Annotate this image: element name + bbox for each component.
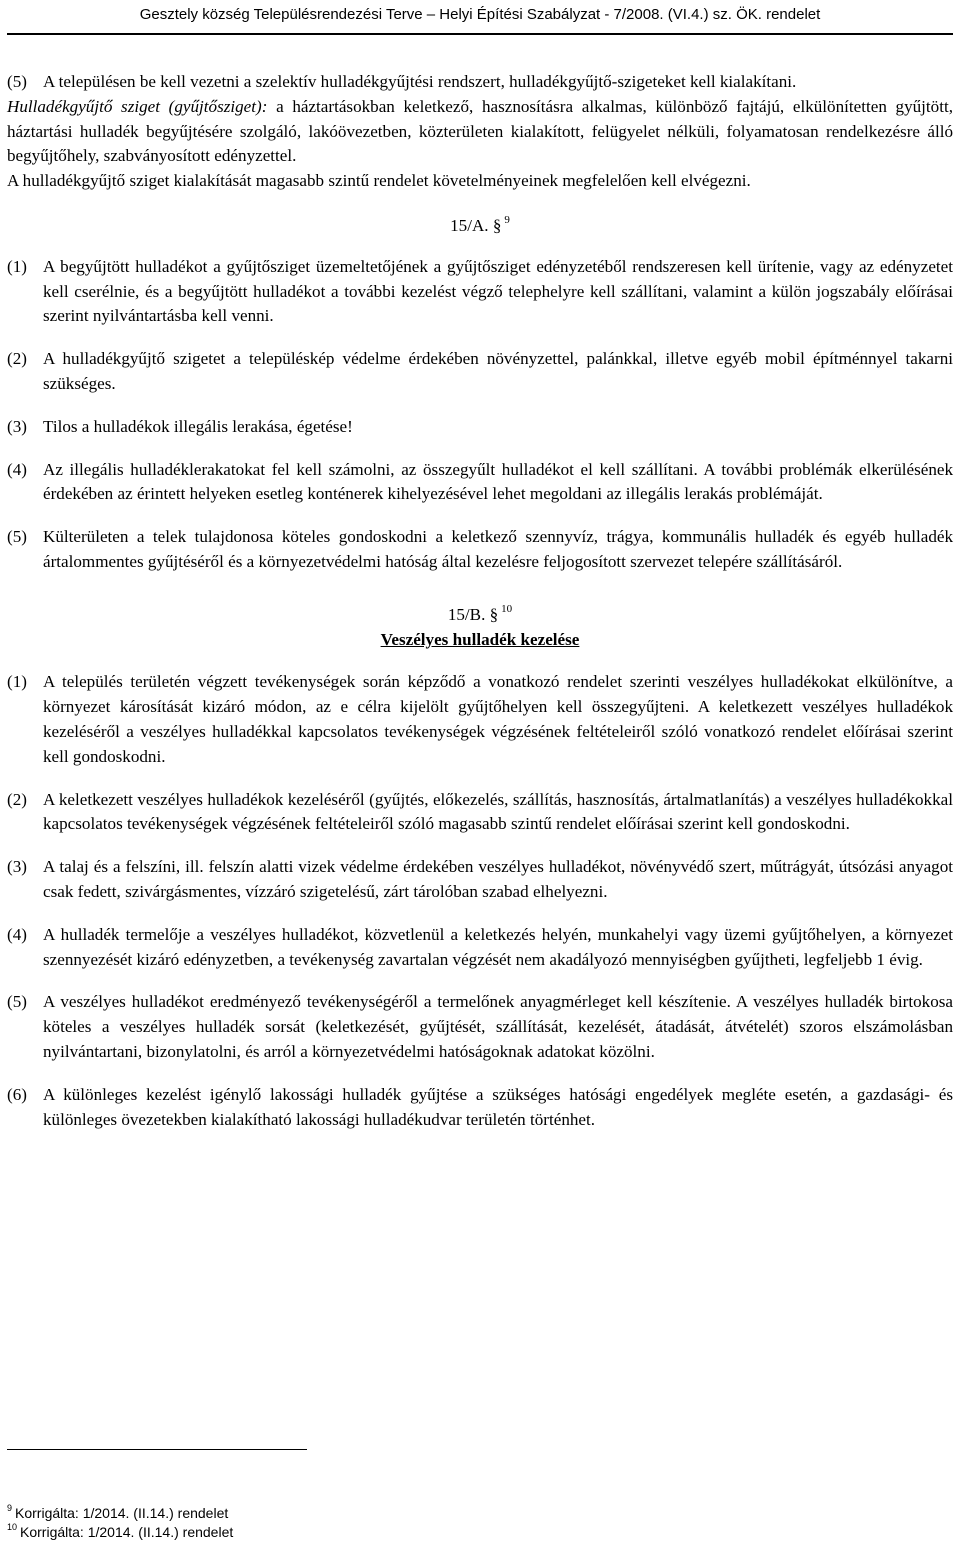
- paragraph-number: (5): [7, 992, 27, 1012]
- paragraph: [7, 458, 953, 508]
- paragraph-number: (3): [7, 857, 27, 877]
- paragraph-text: Külterületen a telek tulajdonosa köteles gondoskodni a keletkező szennyvíz, trágya, kommunális hulladék és egyéb hulladék ártalommentes gyűjtéséről és a környezetvédelmi hatóság által kezelésre feljogosított szervezet telepére szállításáról.: [43, 527, 953, 571]
- footnote-text: Korrigálta: 1/2014. (II.14.) rendelet: [20, 1524, 234, 1540]
- paragraph-number: (1): [7, 672, 27, 692]
- document-body: [7, 70, 953, 1132]
- section-number: 15/B. §: [447, 604, 499, 624]
- footnote-text: Korrigálta: 1/2014. (II.14.) rendelet: [15, 1505, 229, 1521]
- paragraph-number: (5): [7, 72, 27, 91]
- section-title: Veszélyes hulladék kezelése: [380, 629, 580, 649]
- paragraph: [7, 255, 953, 329]
- footnote-ref: 10: [501, 602, 513, 615]
- paragraph-number: (6): [7, 1084, 27, 1104]
- paragraph-text: A településen be kell vezetni a szelektív hulladékgyűjtési rendszert, hulladékgyűjtő-szigeteket kell kialakítani.: [43, 72, 797, 91]
- definition-paragraph: [7, 95, 953, 169]
- paragraph-text: Az illegális hulladéklerakatokat fel kell számolni, az összegyűlt hulladékot el kell szállítani. A további problémák elkerülésének érdekében az érintett helyeken esetleg konténerek kihelyezésével lehet megoldani az illegális lerakás problémáját.: [43, 459, 953, 504]
- paragraph-text: A talaj és a felszíni, ill. felszín alatti vizek védelme érdekében veszélyes hulladékot, növényvédő szert, műtrágyát, útsózási anyagot csak fedett, szivárgásmentes, vízzáró szigetelésű, zárt tárolóban szabad elhelyezni.: [43, 857, 953, 901]
- paragraph: [7, 347, 953, 397]
- paragraph-number: (4): [7, 459, 27, 479]
- requirement-paragraph: A hulladékgyűjtő sziget kialakítását magasabb szintű rendelet követelményeinek megfelelően kell elvégezni.: [7, 171, 751, 191]
- footnote-number: 10: [7, 1522, 18, 1532]
- paragraph: [7, 415, 953, 440]
- section-15b-paragraphs: [7, 670, 953, 1132]
- footnote-ref: 9: [504, 213, 510, 226]
- paragraph-intro-5: [7, 70, 953, 95]
- section-number: 15/A. §: [450, 215, 502, 235]
- paragraph-text: A település területén végzett tevékenységek során képződő a vonatkozó rendelet szerinti veszélyes hulladékokat elkülönítve, a környezet károsítását kizáró módon, az e célra kijelölt gyűjtőhelyen kell összegyűjteni. A keletkezett veszélyes hulladékok kezeléséről a veszélyes hulladékkal kapcsolatos tevékenységek végzésének feltételeiről szóló vonatkozó rendelet előírásai szerint kell gondoskodni.: [43, 672, 953, 766]
- paragraph-text: A veszélyes hulladékot eredményező tevékenységéről a termelőnek anyagmérleget kell készítenie. A veszélyes hulladék birtokosa köteles a veszélyes hulladék sorsát (keletkezését, gyűjtését, szállítását, kezelését, átadását, átvételét) szoros elszámolásban nyilvántartani, bizonylatolni, és arról a környezetvédelmi hatóságoknak adatokat közölni.: [43, 992, 953, 1061]
- paragraph-number: (5): [7, 527, 27, 547]
- definition-text: a háztartásokban keletkező, hasznosításra alkalmas, különböző fajtájú, elkülönítetten gyűjtött, háztartási hulladék begyűjtésére szolgáló, lakóövezetben, közterületen kialakított, felügyelet nélküli, folyamatosan rendelkezésre álló begyűjtőhely, szabványosított edényzettel.: [7, 96, 953, 166]
- section-15a-paragraphs: [7, 255, 953, 575]
- paragraph-number: (1): [7, 256, 27, 276]
- paragraph: [7, 990, 953, 1064]
- paragraph: [7, 670, 953, 769]
- footnote: [7, 1504, 233, 1523]
- paragraph: [7, 923, 953, 973]
- paragraph-text: A hulladék termelője a veszélyes hulladékot, közvetlenül a keletkezés helyén, munkahelyi vagy üzemi gyűjtőhelyen, a környezet szennyezését kizáró edényzetben, a tevékenység zavartalan végzését nem akadályozó mennyiségben gyűjtheti, legfeljebb 1 évig.: [43, 924, 953, 969]
- paragraph: [7, 788, 953, 838]
- footnote-separator: [7, 1449, 307, 1450]
- paragraph-text: A különleges kezelést igénylő lakossági hulladék gyűjtése a szükséges hatósági engedélyek megléte esetén, a gazdasági- és különleges övezetekben kialakítható lakossági hulladékudvar területén történhet.: [43, 1084, 953, 1129]
- paragraph-number: (4): [7, 924, 27, 944]
- section-heading-15b: [7, 603, 953, 628]
- paragraph: [7, 855, 953, 905]
- footnote: [7, 1523, 233, 1542]
- paragraph-text: A begyűjtött hulladékot a gyűjtősziget üzemeltetőjének a gyűjtősziget edényzetéből rendszeresen kell ürítenie, vagy az edényzetet kell cserélnie, és a begyűjtött hulladékot a további kezelést végző telephelyre kell szállítani, valamint a külön jogszabály előírásai szerint nyilvántartásba kell venni.: [43, 256, 953, 326]
- paragraph-text: A keletkezett veszélyes hulladékok kezeléséről (gyűjtés, előkezelés, szállítás, hasznosítás, ártalmatlanítás) a veszélyes hulladékokkal kapcsolatos tevékenységek végzésének feltételeiről szóló magasabb szintű rendelet előírásai szerint kell gondoskodni.: [43, 789, 953, 834]
- header-rule: [7, 33, 953, 35]
- section-heading-15a: [7, 214, 953, 239]
- paragraph: [7, 525, 953, 575]
- paragraph-text: Tilos a hulladékok illegális lerakása, égetése!: [43, 416, 353, 436]
- paragraph-number: (2): [7, 789, 27, 809]
- definition-term: Hulladékgyűjtő sziget (gyűjtősziget):: [7, 96, 268, 116]
- paragraph-number: (3): [7, 416, 27, 436]
- page-header: Gesztely község Településrendezési Terve – Helyi Építési Szabályzat - 7/2008. (VI.4.) sz. ÖK. rendelet: [139, 6, 821, 23]
- footnote-number: 9: [7, 1503, 13, 1513]
- paragraph-text: A hulladékgyűjtő szigetet a településkép védelme érdekében növényzettel, palánkkal, illetve egyéb mobil építménnyel takarni szükséges.: [43, 349, 953, 393]
- paragraph-number: (2): [7, 349, 27, 369]
- footnotes: [7, 1504, 233, 1542]
- paragraph: [7, 1083, 953, 1133]
